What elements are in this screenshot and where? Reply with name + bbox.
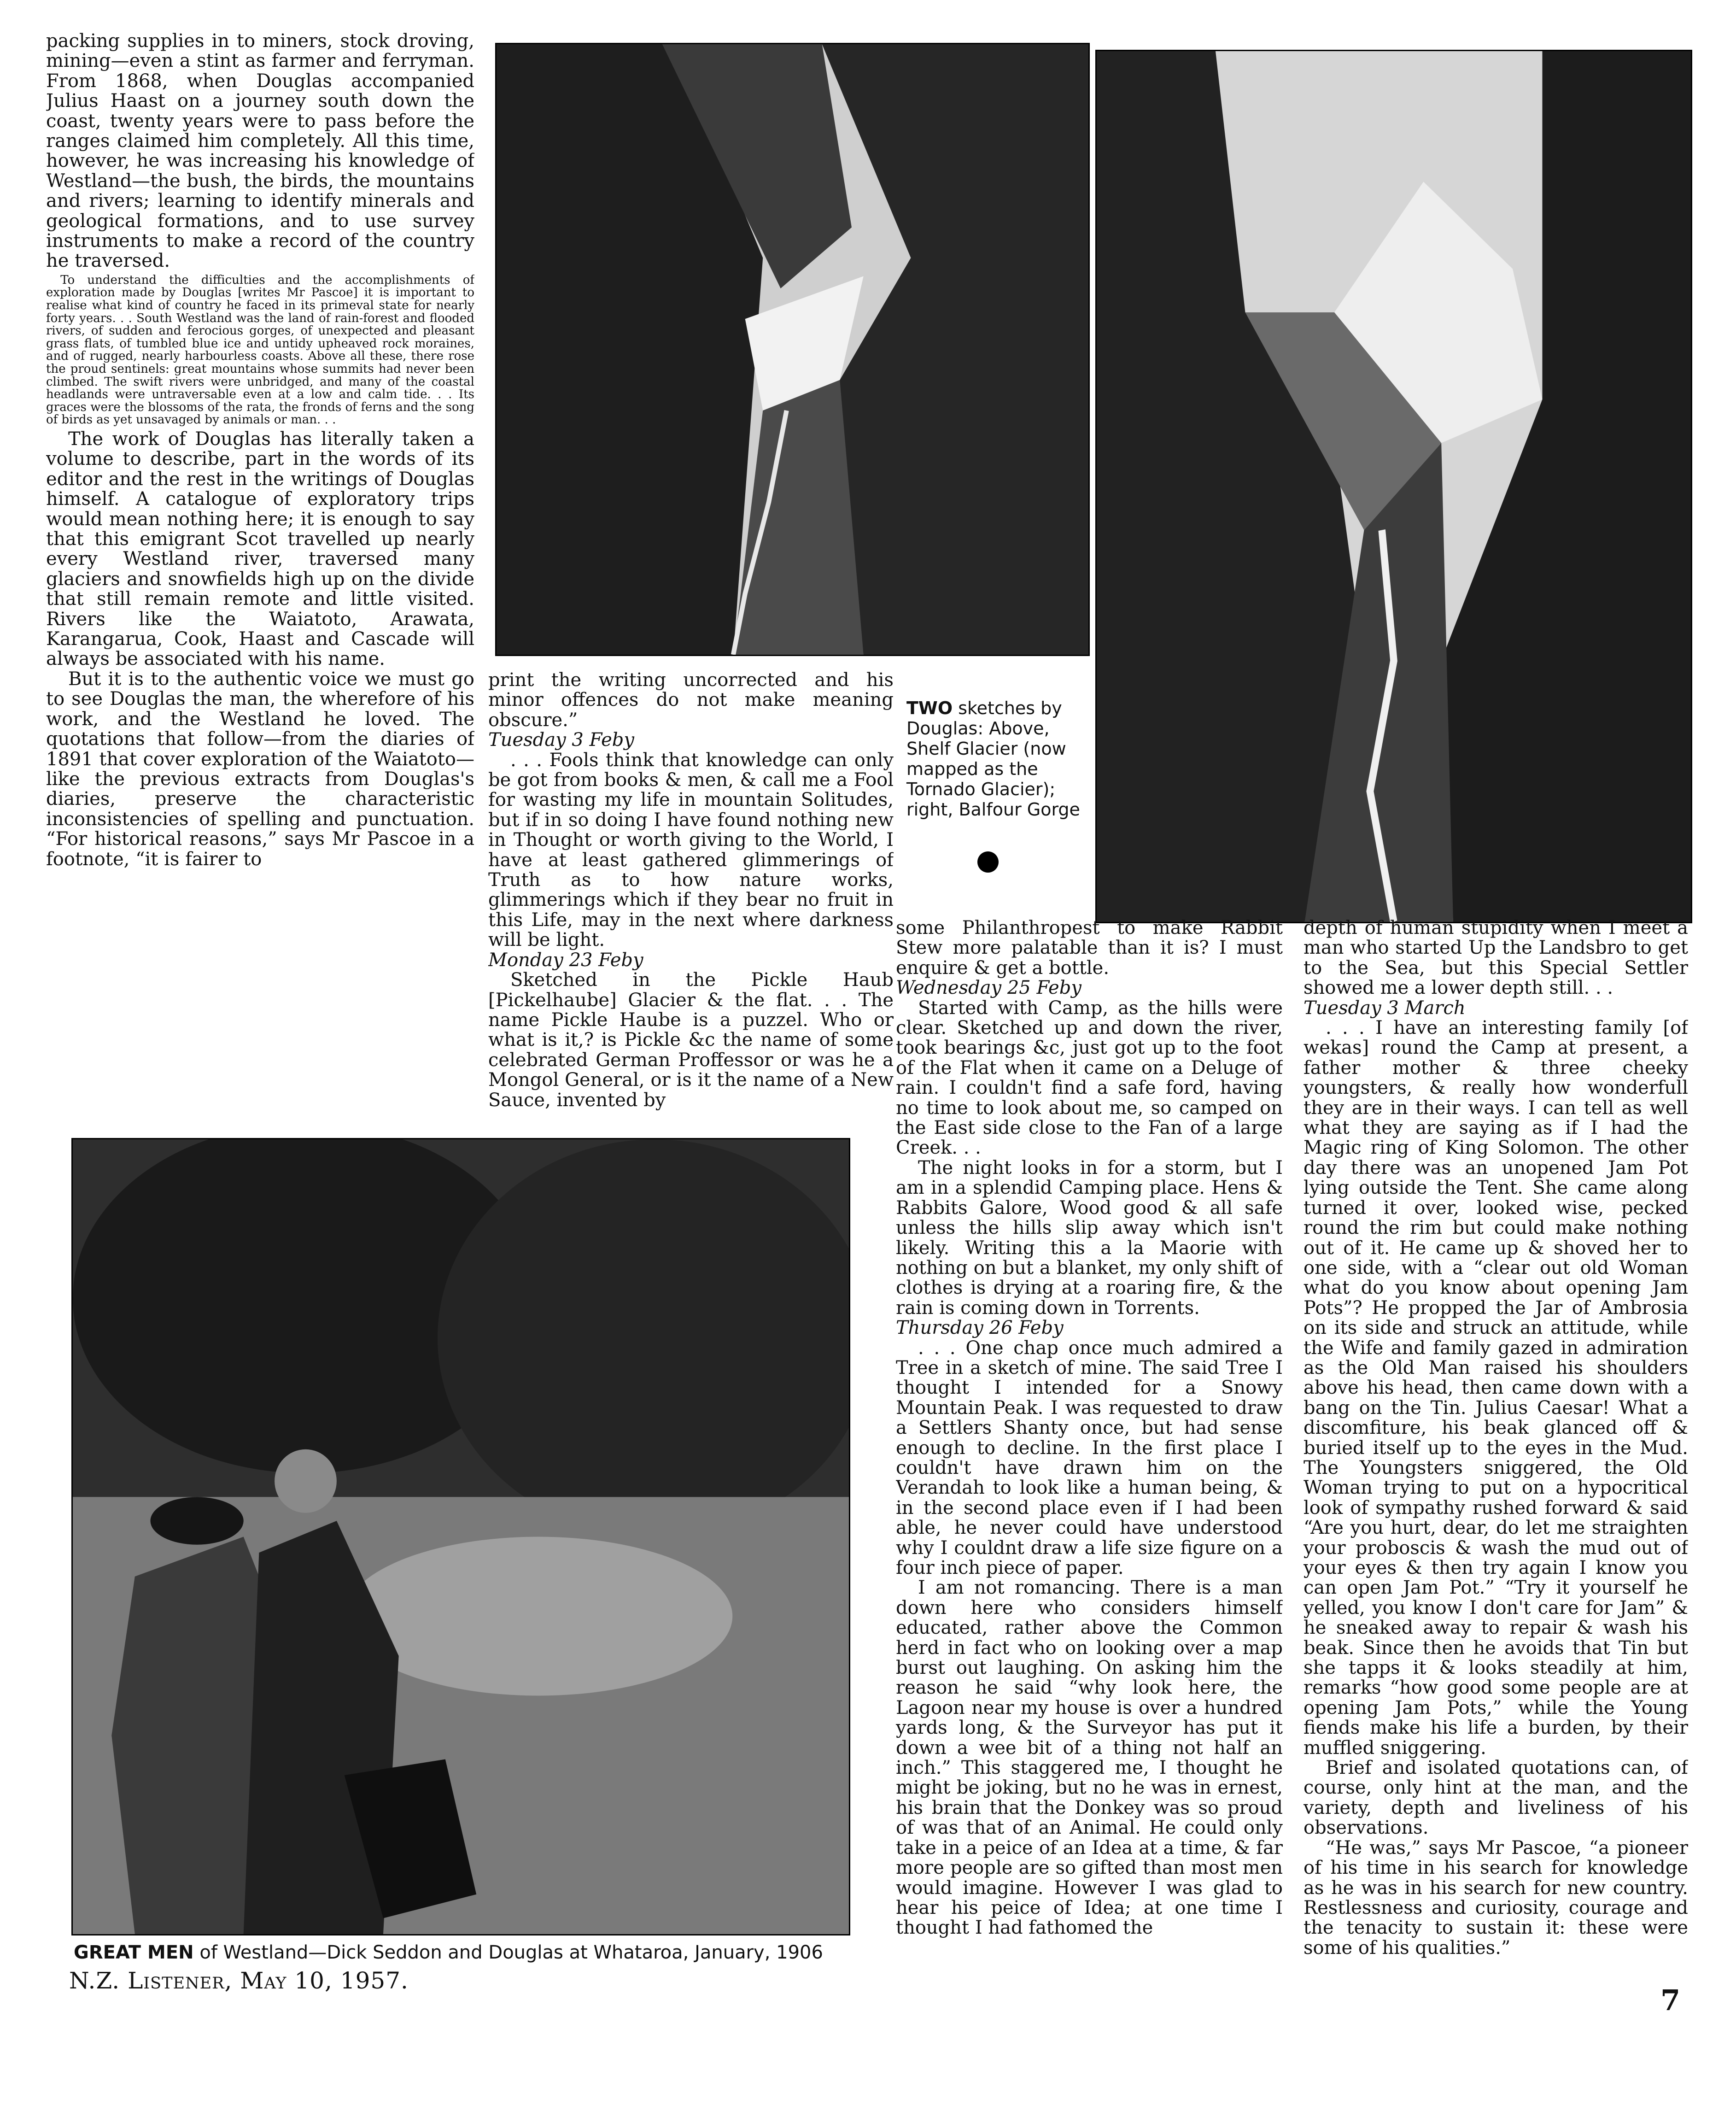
caption-lead: TWO	[906, 698, 953, 718]
paragraph: some Philanthropest to make Rabbit Stew more palatable than it is? I must enquire & get a bottle.	[896, 918, 1283, 979]
bullet-dot	[977, 851, 999, 873]
sketches-caption	[906, 698, 1086, 820]
paragraph: . . . I have an interesting family [of wekas] round the Camp at present, a father mother & three cheeky youngsters, & really how wonderfull they are in their ways. I can tell as well what they are saying as if I had the Magic ring of King Solomon. The other day there was an unopened Jam Pot lying outside the Tent. She came along turned it over, looked wise, pecked round the rim but could make nothing out of it. He came up & shoved her to one side, with a “clear out old Woman what do you know about opening Jam Pots”? He propped the Jar of Ambrosia on its side and struck an attitude, while the Wife and family gazed in admiration as the Old Man raised his shoulders above his head, then came down with a bang on the Tin. Julius Caesar! What a discomfiture, his beak glanced off & buried itself up to the eyes in the Mud. The Youngsters sniggered, the Old Woman trying to put on a hypocritical look of sympathy rushed forward & said “Are you hurt, dear, do let me straighten your proboscis & wash the mud out of your eyes & then try again I know you can open Jam Pot.” “Try it yourself he yelled, you know I don't care for Jam” & he sneaked away to repair & wash his beak. Since then he avoids that Tin but she tapps it & looks steadily at him, remarks “how good some people are at opening Jam Pots,” while the Young fiends make his life a burden, by their muffled sniggering.	[1303, 1017, 1688, 1759]
article-column-3	[896, 918, 1283, 1992]
diary-date: Tuesday 3 Feby	[488, 729, 635, 751]
paragraph: depth of human stupidity when I meet a man who started Up the Landsbro to get to the Sea, but this Special Settler showed me a lower depth still. . .	[1303, 918, 1688, 999]
paragraph: The work of Douglas has literally taken a volume to describe, part in the words of its editor and the rest in the writings of Douglas himself. A catalogue of exploratory trips would mean nothing here; it is enough to say that this emigrant Scot travelled up nearly every Westland river, traversed many glaciers and snowfields high up on the divide that still remain remote and little visited. Rivers like the Waiatoto, Arawata, Karangarua, Cook, Haast and Cascade will always be associated with his name.	[46, 428, 474, 670]
paragraph: print the writing uncorrected and his minor offences do not make meaning obscure.”	[488, 670, 894, 731]
diary-date: Monday 23 Feby	[488, 949, 643, 971]
block-quote: To understand the difficulties and the accomplishments of exploration made by Douglas [writes Mr Pascoe] it is important to realise what kind of country he faced in its primeval state for nearly forty years. . . South Westland was the land of rain-forest and flooded rivers, of sudden and ferocious gorges, of unexpected and pleasant grass flats, of tumbled blue ice and untidy upheaved rock moraines, and of rugged, nearly harbourless coasts. Above all these, there rose the proud sentinels: great mountains whose summits had never been climbed. The swift rivers were unbridged, and many of the coastal headlands were untraversable even at a low and calm tide. . . Its graces were the blossoms of the rata, the fronds of ferns and the song of birds as yet unsavaged by animals or man. . .	[46, 273, 474, 427]
sketch-shelf-glacier	[495, 43, 1090, 656]
paragraph: But it is to the authentic voice we must go to see Douglas the man, the wherefore of his work, and the Westland he loved. The quotations that follow—from the diaries of 1891 that cover exploration of the Waiatoto—like the previous extracts from Douglas's diaries, preserve the characteristic inconsistencies of spelling and punctuation. “For historical reasons,” says Mr Pascoe in a footnote, “it is fairer to	[46, 668, 474, 870]
masthead-date: N.Z. Listener, May 10, 1957.	[69, 1967, 409, 1994]
article-column-2	[488, 670, 894, 1124]
sketch-balfour-gorge	[1095, 50, 1692, 923]
article-column-1	[46, 31, 474, 1123]
diary-date: Thursday 26 Feby	[896, 1317, 1064, 1339]
paragraph: Started with Camp, as the hills were clear. Sketched up and down the river, took bearings &c, just got up to the foot of the Flat when it came on a Deluge of rain. I couldn't find a safe ford, having no time to look about me, so camped on the East side close to the Fan of a large Creek. . .	[896, 997, 1283, 1159]
diary-date: Tuesday 3 March	[1303, 997, 1466, 1019]
paragraph: . . . Fools think that knowledge can only be got from books & men, & call me a Fool for wasting my life in mountain Solitudes, but if in so doing I have found nothing new in Thought or worth giving to the World, I have at least gathered glimmerings of Truth as to how nature works, glimmerings which if they bear no fruit in this Life, may in the next where darkness will be light.	[488, 749, 894, 951]
paragraph: “He was,” says Mr Pascoe, “a pioneer of his time in his search for knowledge as he was in his search for new country. Restlessness and curiosity, courage and the tenacity to sustain it: these were some of his qualities.”	[1303, 1837, 1688, 1959]
paragraph: packing supplies in to miners, stock droving, mining—even a stint as farmer and ferryman. From 1868, when Douglas accompanied Julius Haast on a journey south down the coast, twenty years were to pass before the ranges claimed him completely. All this time, however, he was increasing his knowledge of Westland—the bush, the birds, the mountains and rivers; learning to identify minerals and geological formations, and to use survey instruments to make a record of the country he traversed.	[46, 31, 474, 272]
photo-caption	[74, 1942, 857, 1963]
paragraph: I am not romancing. There is a man down here who considers himself educated, rather above the Common herd in fact who on looking over a map burst out laughing. On asking him the reason he said “why look here, the Lagoon near my house is over a hundred yards long, & the Surveyor has put it down a wee bit of a thing not half an inch.” This staggered me, I thought he might be joking, but no he was in ernest, his brain that the Donkey was so proud of was that of an Animal. He could only take in a peice of an Idea at a time, & far more people are so gifted than most men would imagine. However I was glad to hear his peice of Idea; at one time I thought I had fathomed the	[896, 1577, 1283, 1939]
paragraph: The night looks in for a storm, but I am in a splendid Camping place. Hens & Rabbits Galore, Wood good & all safe unless the hills slip away which isn't likely. Writing this a la Maorie with nothing on but a blanket, my only shift of clothes is drying at a roaring fire, & the rain is coming down in Torrents.	[896, 1157, 1283, 1319]
caption-text: of Westland—Dick Seddon and Douglas at Whataroa, January, 1906	[193, 1942, 823, 1963]
caption-text: sketches by Douglas: Above, Shelf Glacier (now mapped as the Tornado Glacier); right, Balfour Gorge	[906, 698, 1080, 820]
article-column-4	[1303, 918, 1688, 1992]
photo-seddon-douglas	[71, 1138, 850, 1935]
caption-lead: GREAT MEN	[74, 1942, 194, 1963]
paragraph: Sketched in the Pickle Haub [Pickelhaube] Glacier & the flat. . . The name Pickle Haube is a puzzel. Who or what is it,? is Pickle &c the name of some celebrated German Proffessor or was he a Mongol General, or is it the name of a New Sauce, invented by	[488, 969, 894, 1111]
paragraph: Brief and isolated quotations can, of course, only hint at the man, and the variety, depth and liveliness of his observations.	[1303, 1757, 1688, 1839]
page-number: 7	[1660, 1983, 1681, 2017]
paragraph: . . . One chap once much admired a Tree in a sketch of mine. The said Tree I thought I intended for a Snowy Mountain Peak. I was requested to draw a Settlers Shanty once, but had sense enough to decline. In the first place I couldn't have drawn him on the Verandah to look like a human being, & in the second place even if I had been able, he never could have understood why I couldnt draw a life size figure on a four inch piece of paper.	[896, 1337, 1283, 1578]
diary-date: Wednesday 25 Feby	[896, 977, 1081, 999]
